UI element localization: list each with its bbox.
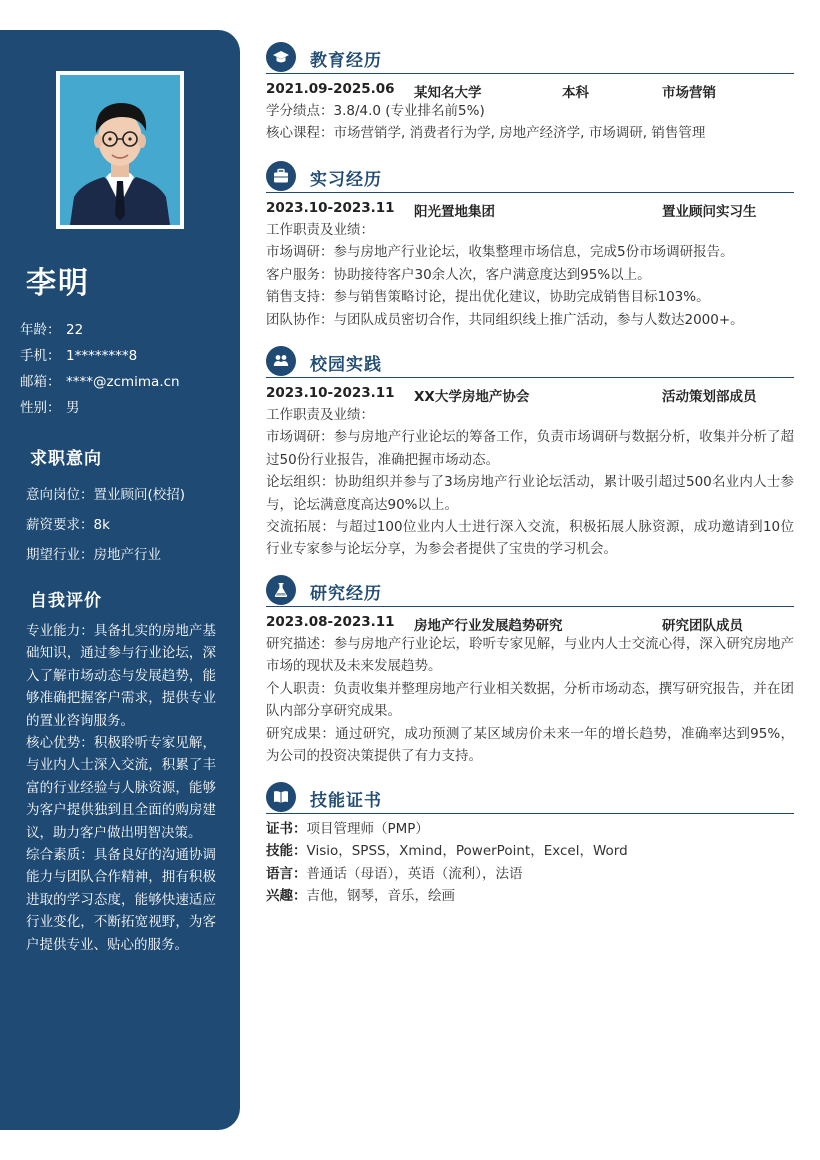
entry-details — [266, 404, 794, 561]
skill-interests: 兴趣：吉他，钢琴，音乐，绘画 — [266, 888, 455, 905]
self-eval-paragraph: 综合素质：具备良好的沟通协调能力与团队合作精神，拥有积极进取的学习态度，能够快速适应行业变化，不断拓宽视野，为客户提供专业、贴心的服务。 — [26, 847, 216, 953]
detail-line: 研究描述：参与房地产行业论坛，聆听专家见解，与业内人士交流心得，深入研究房地产市场的现状及未来发展趋势。 — [266, 636, 794, 675]
profile-photo — [56, 71, 184, 229]
section-title: 研究经历 — [310, 584, 382, 604]
internship-entry — [266, 197, 794, 219]
intent-industry: 期望行业：房地产行业 — [26, 547, 161, 563]
entry-role: 活动策划部成员 — [662, 389, 757, 405]
entry-school: 某知名大学 — [414, 85, 482, 101]
info-email: 邮箱： ****@zcmima.cn — [20, 374, 180, 390]
entry-degree: 本科 — [562, 85, 589, 101]
entry-org: 阳光置地集团 — [414, 204, 495, 220]
campus-section — [266, 344, 794, 561]
entry-org: XX大学房地产协会 — [414, 389, 530, 405]
detail-line: 核心课程：市场营销学, 消费者行为学, 房地产经济学, 市场调研, 销售管理 — [266, 125, 706, 142]
skill-languages: 语言：普通话（母语），英语（流利），法语 — [266, 865, 523, 882]
detail-line: 团队协作：与团队成员密切合作，共同组织线上推广活动，参与人数达2000+。 — [266, 311, 744, 328]
skills-list — [266, 818, 794, 908]
entry-details — [266, 100, 794, 145]
internship-section — [266, 159, 794, 331]
entry-role: 研究团队成员 — [662, 618, 743, 634]
detail-line: 客户服务：协助接待客户30余人次，客户满意度达到95%以上。 — [266, 266, 651, 283]
detail-line: 销售支持：参与销售策略讨论，提出优化建议，协助完成销售目标103%。 — [266, 289, 710, 306]
self-eval-heading: 自我评价 — [30, 591, 102, 611]
detail-line: 交流拓展：与超过100位业内人士进行深入交流，积极拓展人脉资源，成功邀请到10位行业专家参与论坛分享，为参会者提供了宝贵的学习机会。 — [266, 519, 794, 558]
profile-name: 李明 — [26, 266, 90, 301]
entry-period: 2023.10-2023.11 — [266, 385, 395, 401]
avatar — [60, 75, 180, 225]
basic-info — [20, 317, 180, 421]
entry-period: 2023.08-2023.11 — [266, 614, 395, 630]
detail-line: 论坛组织：协助组织并参与了3场房地产行业论坛活动，累计吸引超过500名业内人士参与，论坛满意度高达90%以上。 — [266, 474, 794, 513]
book-icon — [273, 789, 289, 805]
people-icon — [273, 353, 289, 369]
self-eval-paragraph: 专业能力：具备扎实的房地产基础知识，通过参与行业论坛，深入了解市场动态与发展趋势，能够准确把握客户需求，提供专业的置业咨询服务。 — [26, 623, 216, 729]
entry-project: 房地产行业发展趋势研究 — [414, 618, 563, 634]
detail-line: 工作职责及业绩： — [266, 222, 374, 238]
section-title: 校园实践 — [310, 355, 382, 375]
entry-details — [266, 633, 794, 767]
info-phone: 手机： 1********8 — [20, 348, 138, 364]
flask-icon — [273, 582, 289, 598]
detail-line: 学分绩点：3.8/4.0 (专业排名前5%) — [266, 103, 485, 119]
section-header — [266, 780, 794, 814]
entry-role: 置业顾问实习生 — [662, 204, 757, 220]
section-header — [266, 573, 794, 607]
sidebar — [0, 30, 240, 1130]
section-title: 实习经历 — [310, 170, 382, 190]
research-section — [266, 573, 794, 767]
detail-line: 研究成果：通过研究，成功预测了某区域房价未来一年的增长趋势，准确率达到95%，为公司的投资决策提供了有力支持。 — [266, 725, 794, 765]
section-title: 教育经历 — [310, 51, 382, 71]
section-header — [266, 40, 794, 74]
job-intent-heading: 求职意向 — [30, 449, 102, 469]
skill-certificate: 证书：项目管理师（PMP） — [266, 821, 429, 837]
education-entry — [266, 78, 794, 100]
intent-salary: 薪资要求：8k — [26, 517, 110, 533]
research-entry — [266, 611, 794, 633]
entry-period: 2021.09-2025.06 — [266, 81, 395, 97]
info-age: 年龄： 22 — [20, 322, 84, 338]
entry-details — [266, 219, 794, 331]
campus-entry — [266, 382, 794, 404]
skill-tools: 技能：Visio，SPSS，Xmind，PowerPoint，Excel，Word — [266, 843, 628, 860]
education-section — [266, 40, 794, 145]
graduation-cap-icon — [273, 49, 289, 65]
detail-line: 市场调研：参与房地产行业论坛，收集整理市场信息，完成5份市场调研报告。 — [266, 244, 734, 261]
info-gender: 性别： 男 — [20, 400, 80, 416]
briefcase-icon — [273, 168, 289, 184]
section-header — [266, 159, 794, 193]
intent-position: 意向岗位：置业顾问(校招) — [26, 487, 186, 503]
detail-line: 工作职责及业绩： — [266, 407, 374, 423]
job-intent-list — [26, 480, 185, 570]
section-header — [266, 344, 794, 378]
self-eval-paragraph: 核心优势：积极聆听专家见解，与业内人士深入交流，积累了丰富的行业经验与人脉资源，能够为客户提供独到且全面的购房建议，助力客户做出明智决策。 — [26, 735, 216, 841]
entry-period: 2023.10-2023.11 — [266, 200, 395, 216]
skills-section — [266, 780, 794, 908]
detail-line: 个人职责：负责收集并整理房地产行业相关数据，分析市场动态，撰写研究报告，并在团队内部分享研究成果。 — [266, 680, 794, 720]
self-eval-text — [26, 620, 216, 956]
detail-line: 市场调研：参与房地产行业论坛的筹备工作，负责市场调研与数据分析，收集并分析了超过50份行业报告，准确把握市场动态。 — [266, 429, 794, 468]
section-title: 技能证书 — [310, 791, 382, 811]
entry-major: 市场营销 — [662, 85, 716, 101]
